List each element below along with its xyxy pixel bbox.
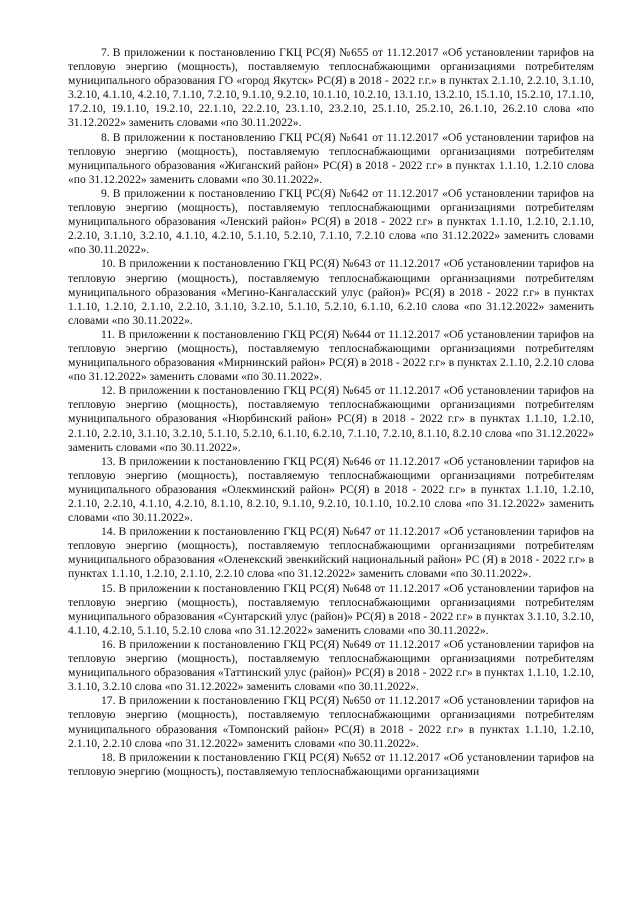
paragraph-8 — [68, 131, 594, 187]
paragraph-15 — [68, 582, 594, 638]
paragraph-number: 9. — [101, 186, 110, 200]
paragraph-text: В приложении к постановлению ГКЦ РС(Я) №648 от 11.12.2017 «Об установлении тарифов на тепловую энергию (мощность), поставляемую теплоснабжающими организациями потребителям муниципального образования «Сунтарский улус (район)» РС(Я) в 2018 - 2022 г.г» в пунктах 3.1.10, 3.2.10, 4.1.10, 4.2.10, 5.1.10, 5.2.10 слова «по 31.12.2022» заменить словами «по 30.11.2022». — [68, 581, 594, 637]
paragraph-number: 18. — [101, 750, 116, 764]
paragraph-text: В приложении к постановлению ГКЦ РС(Я) №642 от 11.12.2017 «Об установлении тарифов на тепловую энергию (мощность), поставляемую теплоснабжающими организациями потребителям муниципального образования «Ленский район» РС(Я) в 2018 - 2022 г.г» в пунктах 1.1.10, 1.2.10, 2.1.10, 2.2.10, 3.1.10, 3.2.10, 4.1.10, 4.2.10, 5.1.10, 5.2.10, 7.1.10, 7.2.10 слова «по 31.12.2022» заменить словами «по 30.11.2022». — [68, 186, 594, 257]
paragraph-7 — [68, 46, 594, 131]
paragraph-number: 11. — [101, 327, 116, 341]
paragraph-text: В приложении к постановлению ГКЦ РС(Я) №649 от 11.12.2017 «Об установлении тарифов на тепловую энергию (мощность), поставляемую теплоснабжающими организациями потребителям муниципального образования «Таттинский улус (район)» РС(Я) в 2018 - 2022 г.г» в пунктах 1.1.10, 1.2.10, 3.1.10, 3.2.10 слова «по 31.12.2022» заменить словами «по 30.11.2022». — [68, 637, 594, 694]
paragraph-number: 13. — [101, 454, 116, 468]
paragraph-text: В приложении к постановлению ГКЦ РС(Я) №652 от 11.12.2017 «Об установлении тарифов на тепловую энергию (мощность), поставляемую теплоснабжающими организациями — [68, 750, 594, 778]
paragraph-number: 12. — [101, 384, 116, 398]
paragraph-text: В приложении к постановлению ГКЦ РС(Я) №647 от 11.12.2017 «Об установлении тарифов на тепловую энергию (мощность), поставляемую теплоснабжающими организациями потребителям муниципального образования «Оленекский эвенкийский национальный район» РС (Я) в 2018 - 2022 г.г» в пунктах 1.1.10, 1.2.10, 2.1.10, 2.2.10 слова «по 31.12.2022» заменить словами «по 30.11.2022». — [68, 525, 594, 581]
paragraph-16 — [68, 638, 594, 694]
paragraph-text: В приложении к постановлению ГКЦ РС(Я) №645 от 11.12.2017 «Об установлении тарифов на тепловую энергию (мощность), поставляемую теплоснабжающими организациями потребителям муниципального образования «Нюрбинский район» РС(Я) в 2018 - 2022 г.г» в пунктах 1.1.10, 1.2.10, 2.1.10, 2.2.10, 3.1.10, 3.2.10, 5.1.10, 5.2.10, 6.1.10, 6.2.10, 7.1.10, 7.2.10, 8.1.10, 8.2.10 слова «по 31.12.2022» заменить словами «по 30.11.2022». — [68, 384, 594, 454]
paragraph-18 — [68, 751, 594, 779]
paragraph-number: 8. — [101, 130, 110, 144]
paragraph-text: В приложении к постановлению ГКЦ РС(Я) №644 от 11.12.2017 «Об установлении тарифов на тепловую энергию (мощность), поставляемую теплоснабжающими организациями потребителям муниципального образования «Мирнинский район» РС(Я) в 2018 - 2022 г.г» в пунктах 2.1.10, 2.2.10 слова «по 31.12.2022» заменить словами «по 30.11.2022». — [68, 327, 594, 384]
paragraph-14 — [68, 525, 594, 581]
paragraph-text: В приложении к постановлению ГКЦ РС(Я) №646 от 11.12.2017 «Об установлении тарифов на тепловую энергию (мощность), поставляемую теплоснабжающими организациями потребителям муниципального образования «Олекминский район» РС(Я) в 2018 - 2022 г.г» в пунктах 1.1.10, 1.2.10, 2.1.10, 2.2.10, 4.1.10, 4.2.10, 8.1.10, 8.2.10, 9.1.10, 9.2.10, 10.1.10, 10.2.10 слова «по 31.12.2022» заменить словами «по 30.11.2022». — [68, 454, 594, 525]
paragraph-13 — [68, 455, 594, 525]
paragraph-9 — [68, 187, 594, 257]
paragraph-number: 10. — [101, 257, 116, 271]
paragraph-number: 16. — [101, 637, 116, 651]
paragraph-10 — [68, 257, 594, 327]
paragraph-number: 7. — [101, 46, 110, 59]
paragraph-text: В приложении к постановлению ГКЦ РС(Я) №650 от 11.12.2017 «Об установлении тарифов на тепловую энергию (мощность), поставляемую теплоснабжающими организациями потребителям муниципального образования «Томпонский район» РС(Я) в 2018 - 2022 г.г» в пунктах 1.1.10, 1.2.10, 2.1.10, 2.2.10 слова «по 31.12.2022» заменить словами «по 30.11.2022». — [68, 694, 594, 750]
paragraph-11 — [68, 328, 594, 384]
paragraph-number: 17. — [101, 694, 116, 708]
paragraph-text: В приложении к постановлению ГКЦ РС(Я) №643 от 11.12.2017 «Об установлении тарифов на тепловую энергию (мощность), поставляемую теплоснабжающими организациями потребителям муниципального образования «Мегино-Кангаласский улус (район)» РС(Я) в 2018 - 2022 г.г» в пунктах 1.1.10, 1.2.10, 2.1.10, 2.2.10, 3.1.10, 3.2.10, 5.1.10, 5.2.10, 6.1.10, 6.2.10 слова «по 31.12.2022» заменить словами «по 30.11.2022». — [68, 257, 594, 327]
paragraph-text: В приложении к постановлению ГКЦ РС(Я) №655 от 11.12.2017 «Об установлении тарифов на тепловую энергию (мощность), поставляемую теплоснабжающими организациями потребителям муниципального образования ГО «город Якутск» РС(Я) в 2018 - 2022 г.г.» в пунктах 2.1.10, 2.2.10, 3.1.10, 3.2.10, 4.1.10, 4.2.10, 7.1.10, 7.2.10, 9.1.10, 9.2.10, 10.1.10, 10.2.10, 13.1.10, 13.2.10, 15.1.10, 15.2.10, 17.1.10, 17.2.10, 19.1.10, 19.2.10, 22.1.10, 22.2.10, 23.1.10, 23.2.10, 25.1.10, 25.2.10, 26.1.10, 26.2.10 слова «по 31.12.2022» заменить словами «по 30.11.2022». — [68, 46, 594, 130]
paragraph-17 — [68, 694, 594, 750]
paragraph-number: 14. — [101, 525, 116, 539]
paragraph-12 — [68, 384, 594, 454]
paragraph-number: 15. — [101, 581, 116, 595]
paragraph-text: В приложении к постановлению ГКЦ РС(Я) №641 от 11.12.2017 «Об установлении тарифов на тепловую энергию (мощность), поставляемую теплоснабжающими организациями потребителям муниципального образования «Жиганский район» РС(Я) в 2018 - 2022 г.г» в пунктах 1.1.10, 1.2.10 слова «по 31.12.2022» заменить словами «по 30.11.2022». — [68, 130, 594, 186]
